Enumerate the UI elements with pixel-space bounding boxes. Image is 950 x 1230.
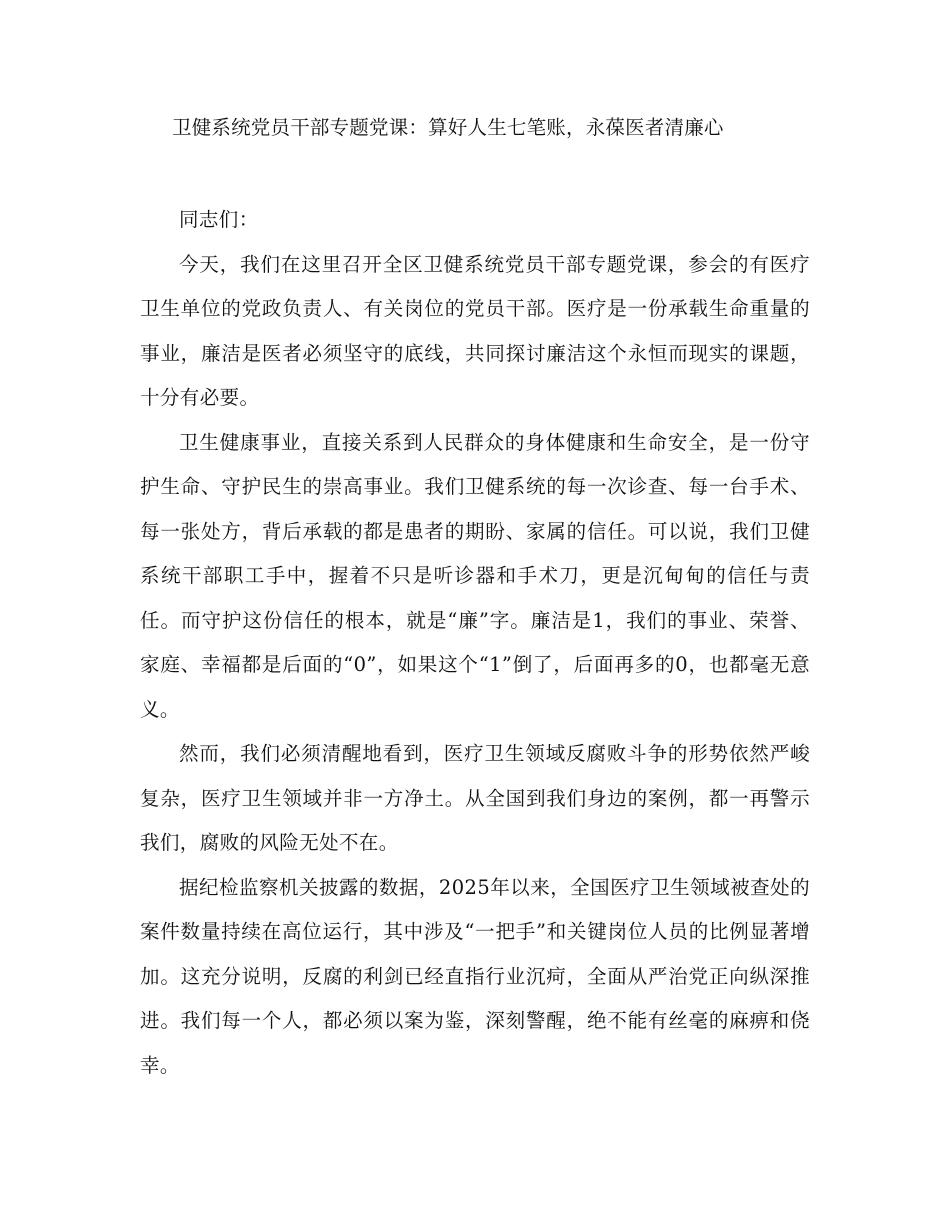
document-title: 卫健系统党员干部专题党课：算好人生七笔账，永葆医者清廉心 — [172, 116, 724, 139]
document-body — [140, 198, 810, 1088]
paragraph-3: 然而，我们必须清醒地看到，医疗卫生领域反腐败斗争的形势依然严峻复杂，医疗卫生领域并非一方净土。从全国到我们身边的案例，都一再警示我们，腐败的风险无处不在。 — [140, 742, 810, 854]
paragraph-4: 据纪检监察机关披露的数据，2025年以来，全国医疗卫生领域被查处的案件数量持续在高位运行，其中涉及“一把手”和关键岗位人员的比例显著增加。这充分说明，反腐的利剑已经直指行业沉疴，全面从严治党正向纵深推进。我们每一个人，都必须以案为鉴，深刻警醒，绝不能有丝毫的麻痹和侥幸。 — [140, 875, 810, 1077]
salutation: 同志们： — [179, 208, 259, 231]
paragraph-1: 今天，我们在这里召开全区卫健系统党员干部专题党课，参会的有医疗卫生单位的党政负责人、有关岗位的党员干部。医疗是一份承载生命重量的事业，廉洁是医者必须坚守的底线，共同探讨廉洁这个永恒而现实的课题，十分有必要。 — [140, 252, 810, 409]
paragraph-2: 卫生健康事业，直接关系到人民群众的身体健康和生命安全，是一份守护生命、守护民生的崇高事业。我们卫健系统的每一次诊查、每一台手术、每一张处方，背后承载的都是患者的期盼、家属的信任。可以说，我们卫健系统干部职工手中，握着不只是听诊器和手术刀，更是沉甸甸的信任与责任。而守护这份信任的根本，就是“廉”字。廉洁是1，我们的事业、荣誉、家庭、幸福都是后面的“0”，如果这个“1”倒了，后面再多的0，也都毫无意义。 — [140, 430, 810, 721]
